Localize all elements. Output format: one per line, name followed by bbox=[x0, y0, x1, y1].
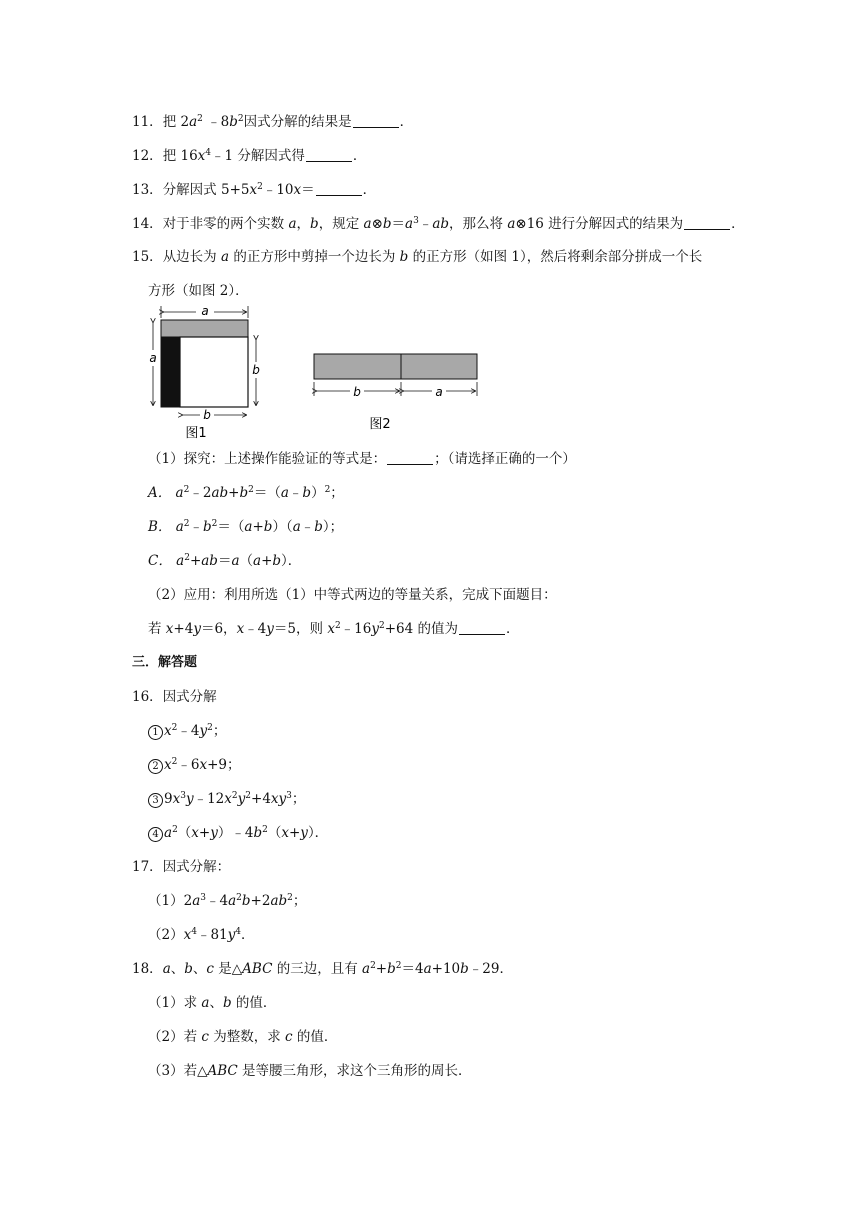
q16-item-3: 3 $9x^3y﹣12x^2y^2+4xy^3$； bbox=[148, 790, 305, 808]
figure-2-label: 图2 bbox=[369, 417, 391, 432]
option-c: C． $a^2+ab=a(a+b)$． bbox=[148, 553, 302, 569]
q15-part2: （2）应用：利用所选（1）中等式两边的等量关系，完成下面题目： bbox=[148, 587, 557, 603]
q16-item-4: 4 $a^2(x+y)﹣4b^2(x+y)$． bbox=[148, 824, 328, 842]
q15-part1: （1）探究：上述操作能验证的等式是： ；（请选择正确的一个） bbox=[148, 451, 576, 467]
rect-right bbox=[401, 354, 477, 379]
question-11: 11．把 $2a^2$ $﹣8b^2$因式分解的结果是 ． bbox=[132, 114, 414, 130]
figure-2 bbox=[306, 346, 486, 436]
figure-1-label: 图1 bbox=[185, 426, 207, 440]
q18-part-2: （2）若 c 为整数，求 c 的值． bbox=[148, 1029, 338, 1045]
question-18: 18．a、b、c 是△ABC 的三边，且有 $a^2+b^2=4a+10b﹣29$． bbox=[132, 961, 513, 977]
figure-1 bbox=[144, 300, 269, 440]
circled-number: 1 bbox=[148, 725, 163, 740]
q18-part-3: （3）若△ABC 是等腰三角形，求这个三角形的周长． bbox=[148, 1063, 472, 1079]
circled-number: 4 bbox=[148, 827, 163, 842]
q15-apply: 若 x+4y＝6，x﹣4y＝5，则 $x^2﹣16y^2+64$ 的值为 ． bbox=[148, 621, 520, 637]
question-number: 17． bbox=[132, 859, 163, 875]
q17-part-1: $(1)2a^3﹣4a^2b+2ab^2$； bbox=[148, 893, 307, 909]
label-a-top: a bbox=[201, 304, 209, 318]
question-number: 15． bbox=[132, 249, 163, 265]
circled-number: 2 bbox=[148, 759, 163, 774]
question-number: 13． bbox=[132, 182, 163, 198]
question-17: 17．因式分解： bbox=[132, 859, 231, 875]
answer-blank[interactable] bbox=[353, 115, 399, 128]
question-number: 18． bbox=[132, 961, 163, 977]
answer-blank[interactable] bbox=[306, 149, 352, 162]
answer-blank[interactable] bbox=[459, 622, 505, 635]
label-a-left: a bbox=[149, 351, 157, 365]
question-14: 14．对于非零的两个实数 a，b，规定 $a\otimes b=a^3﹣ab$，那么将 a⊗16 进行分解因式的结果为 ． bbox=[132, 216, 745, 232]
question-number: 12． bbox=[132, 148, 163, 164]
question-15: 15．从边长为 a 的正方形中剪掉一个边长为 b 的正方形（如图 1），然后将剩余部分拼成一个长 bbox=[132, 249, 703, 265]
circled-number: 3 bbox=[148, 793, 163, 808]
gray-strip bbox=[161, 320, 248, 337]
q16-item-1: 1 $x^2﹣4y^2$； bbox=[148, 722, 226, 740]
question-13: 13．分解因式 $5+5x^2﹣10x=$ ． bbox=[132, 182, 377, 198]
question-number: 16． bbox=[132, 689, 163, 705]
answer-blank[interactable] bbox=[684, 217, 730, 230]
answer-blank[interactable] bbox=[316, 183, 362, 196]
black-strip bbox=[161, 337, 180, 407]
option-b: B． $a^2﹣b^2=(a+b)(a﹣b)$； bbox=[148, 519, 344, 535]
q18-part-1: （1）求 a、b 的值． bbox=[148, 995, 277, 1011]
answer-blank[interactable] bbox=[387, 452, 433, 465]
removed-square bbox=[180, 337, 248, 407]
rect-left bbox=[314, 354, 401, 379]
question-number: 11． bbox=[132, 114, 163, 130]
question-12: 12．把 $16x^4﹣1$ 分解因式得 ． bbox=[132, 148, 367, 164]
q17-part-2: $(2)x^4﹣81y^4$． bbox=[148, 927, 255, 943]
question-16: 16．因式分解 bbox=[132, 689, 217, 705]
q16-item-2: 2 $x^2﹣6x+9$； bbox=[148, 756, 240, 774]
label-b-right: b bbox=[252, 363, 260, 377]
question-15-line2: 方形（如图 2）． bbox=[148, 283, 249, 299]
option-a: A． $a^2﹣2ab+b^2=(a﹣b)^2$； bbox=[148, 485, 344, 501]
label-b: b bbox=[353, 385, 361, 399]
question-number: 14． bbox=[132, 216, 163, 232]
section-heading: 三．解答题 bbox=[132, 655, 198, 670]
label-a: a bbox=[435, 385, 443, 399]
label-b-bottom: b bbox=[203, 408, 211, 422]
